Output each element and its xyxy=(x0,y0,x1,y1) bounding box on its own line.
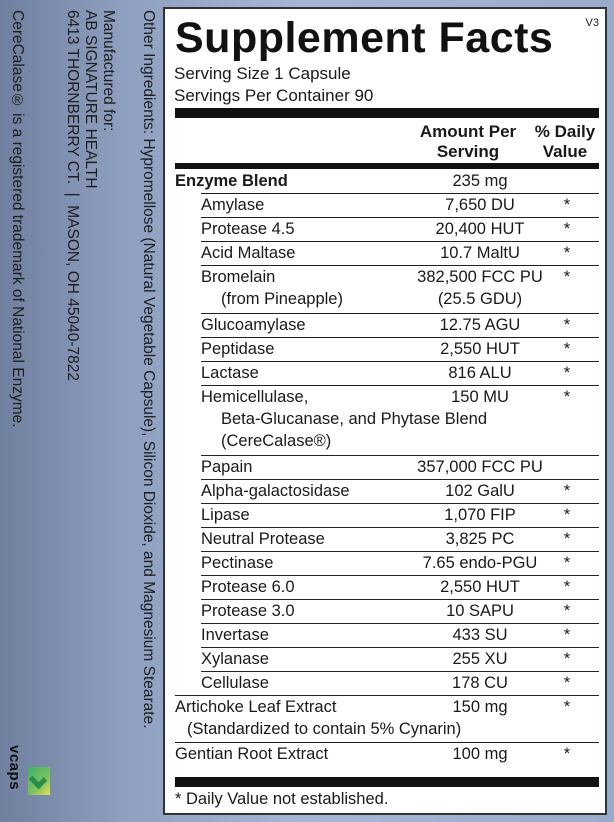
nutrient-name: Cellulase xyxy=(201,674,269,692)
nutrient-row xyxy=(201,361,599,385)
vcaps-logo-mark-icon xyxy=(28,767,50,795)
nutrient-row xyxy=(201,599,599,623)
amount-cell xyxy=(405,194,555,216)
daily-value: * xyxy=(563,602,571,620)
amount-value: 3,825 PC xyxy=(445,530,515,548)
amount-value: 12.75 AGU xyxy=(439,316,521,334)
daily-value: * xyxy=(563,698,571,716)
nutrient-name-detail: (from Pineapple) xyxy=(221,290,343,308)
amount-cell xyxy=(405,624,555,646)
nutrient-row xyxy=(201,337,599,361)
daily-value-header xyxy=(525,122,605,162)
amount-header xyxy=(403,122,533,162)
nutrient-row xyxy=(175,742,599,767)
nutrient-name: Amylase xyxy=(201,196,265,214)
nutrient-name: Lipase xyxy=(201,506,250,524)
amount-cell xyxy=(405,552,555,574)
company-name: AB SIGNATURE HEALTH xyxy=(82,10,99,189)
nutrient-name-detail: Beta-Glucanase, and Phytase Blend xyxy=(221,410,488,428)
daily-value: * xyxy=(563,268,571,286)
nutrient-name: Pectinase xyxy=(201,554,274,572)
nutrient-row xyxy=(201,265,599,313)
amount-value: 2,550 HUT xyxy=(440,578,520,596)
amount-value: 100 mg xyxy=(452,745,508,763)
trademark-notice: CereCalase® is a registered trademark of National Enzyme. xyxy=(9,10,26,428)
daily-value: * xyxy=(563,364,571,382)
nutrient-name: Artichoke Leaf Extract xyxy=(175,698,337,716)
amount-value: 816 ALU xyxy=(448,364,512,382)
nutrient-row xyxy=(201,193,599,217)
amount-cell xyxy=(405,170,555,192)
vcaps-logo xyxy=(6,745,51,815)
amount-cell xyxy=(405,576,555,598)
amount-cell xyxy=(405,528,555,550)
amount-cell xyxy=(405,743,555,765)
daily-value: * xyxy=(563,196,571,214)
amount-value: 178 CU xyxy=(452,674,508,692)
amount-cell xyxy=(405,672,555,694)
amount-cell xyxy=(405,242,555,264)
nutrient-row xyxy=(201,479,599,503)
amount-value: 255 XU xyxy=(452,650,508,668)
dv-header-line1: % Daily xyxy=(534,122,596,141)
amount-value: 433 SU xyxy=(452,626,508,644)
daily-value: * xyxy=(563,506,571,524)
nutrient-row xyxy=(201,503,599,527)
amount-detail: (25.5 GDU) xyxy=(437,290,523,308)
nutrient-row xyxy=(201,551,599,575)
amount-value: 2,550 HUT xyxy=(440,340,520,358)
daily-value: * xyxy=(563,674,571,692)
amount-value: 150 MU xyxy=(451,388,509,406)
amount-cell xyxy=(405,696,555,718)
nutrient-row xyxy=(201,623,599,647)
daily-value: * xyxy=(563,316,571,334)
amount-value: 10.7 MaltU xyxy=(440,244,520,262)
amount-value: 7.65 endo-PGU xyxy=(422,554,538,572)
nutrient-row xyxy=(201,217,599,241)
daily-value: * xyxy=(563,650,571,668)
daily-value: * xyxy=(563,482,571,500)
amount-cell xyxy=(405,480,555,502)
panel-title: Supplement Facts xyxy=(175,14,554,62)
nutrient-name: Protease 4.5 xyxy=(201,220,295,238)
nutrient-table xyxy=(165,170,605,767)
amount-value: 10 SAPU xyxy=(446,602,514,620)
daily-value: * xyxy=(563,388,571,406)
daily-value: * xyxy=(563,626,571,644)
amount-value: 382,500 FCC PU xyxy=(417,268,543,286)
amount-cell xyxy=(405,648,555,670)
nutrient-name: Acid Maltase xyxy=(201,244,296,262)
amount-value: 150 mg xyxy=(452,698,508,716)
daily-value: * xyxy=(563,244,571,262)
nutrient-row xyxy=(201,385,599,455)
nutrient-name: Papain xyxy=(201,458,253,476)
footnote: * Daily Value not established. xyxy=(175,790,389,808)
dv-header-line2: Value xyxy=(542,142,588,161)
nutrient-row xyxy=(201,671,599,695)
amount-value: 357,000 FCC PU xyxy=(417,458,543,476)
nutrient-name: Lactase xyxy=(201,364,259,382)
nutrient-row xyxy=(201,313,599,337)
nutrient-name: Protease 6.0 xyxy=(201,578,295,596)
amount-cell xyxy=(405,504,555,526)
nutrient-name-detail: (Standardized to contain 5% Cynarin) xyxy=(187,720,462,738)
amount-cell xyxy=(405,338,555,360)
daily-value: * xyxy=(563,530,571,548)
bottom-divider xyxy=(175,777,599,787)
nutrient-name: Gentian Root Extract xyxy=(175,745,329,763)
amount-cell xyxy=(405,600,555,622)
nutrient-name: Alpha-galactosidase xyxy=(201,482,350,500)
amount-header-line2: Serving xyxy=(436,142,500,161)
daily-value: * xyxy=(563,554,571,572)
nutrient-row xyxy=(201,241,599,265)
nutrient-name: Glucoamylase xyxy=(201,316,306,334)
nutrient-name: Enzyme Blend xyxy=(175,172,288,190)
amount-cell xyxy=(405,314,555,336)
thick-divider xyxy=(175,108,599,118)
amount-value: 20,400 HUT xyxy=(435,220,525,238)
amount-cell xyxy=(405,362,555,384)
nutrient-row xyxy=(201,455,599,479)
other-ingredients: Other Ingredients: Hypromellose (Natural Vegetable Capsule), Silicon Dioxide, and Magnesium Stearate. xyxy=(140,10,157,729)
daily-value: * xyxy=(563,220,571,238)
vcaps-logo-text: vcaps xyxy=(6,745,23,791)
nutrient-name: Peptidase xyxy=(201,340,275,358)
nutrient-name: Invertase xyxy=(201,626,269,644)
version-label: V3 xyxy=(585,17,599,29)
amount-header-line1: Amount Per xyxy=(419,122,517,141)
nutrient-name: Protease 3.0 xyxy=(201,602,295,620)
nutrient-name-detail: (CereCalase®) xyxy=(221,432,332,450)
amount-cell xyxy=(405,218,555,240)
nutrient-name: Bromelain xyxy=(201,268,276,286)
amount-value: 235 mg xyxy=(452,172,508,190)
nutrient-row xyxy=(175,695,599,742)
header-divider xyxy=(175,163,599,169)
company-address: 6413 THORNBERRY CT. | MASON, OH 45040-7822 xyxy=(64,10,81,382)
amount-cell xyxy=(405,456,555,478)
amount-value: 102 GalU xyxy=(445,482,515,500)
daily-value: * xyxy=(563,745,571,763)
serving-size: Serving Size 1 Capsule xyxy=(174,64,351,83)
nutrient-row xyxy=(201,527,599,551)
amount-cell xyxy=(405,266,555,310)
nutrient-name: Xylanase xyxy=(201,650,269,668)
nutrient-name: Neutral Protease xyxy=(201,530,325,548)
servings-per-container: Servings Per Container 90 xyxy=(174,86,374,105)
daily-value: * xyxy=(563,578,571,596)
nutrient-row xyxy=(201,575,599,599)
amount-value: 7,650 DU xyxy=(445,196,515,214)
daily-value: * xyxy=(563,340,571,358)
supplement-facts-panel xyxy=(163,7,607,815)
manufactured-for-label: Manufactured for: xyxy=(100,10,117,132)
nutrient-row xyxy=(175,170,599,193)
nutrient-name: Hemicellulase, xyxy=(201,388,309,406)
nutrient-row xyxy=(201,647,599,671)
amount-value: 1,070 FIP xyxy=(444,506,516,524)
amount-cell xyxy=(405,386,555,408)
